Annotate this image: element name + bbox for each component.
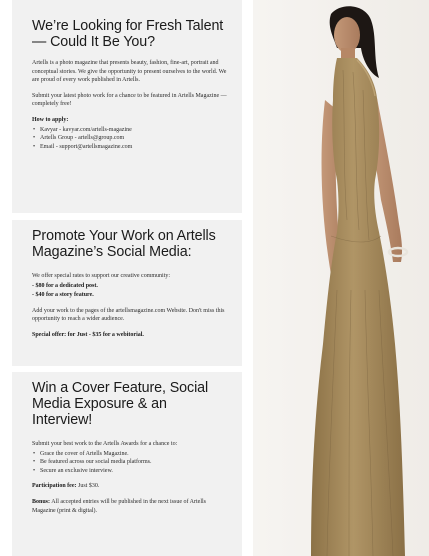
awards-heading: Win a Cover Feature, Social Media Exposure & an Interview! [32, 380, 209, 428]
rate-story-feature: - $40 for a story feature. [32, 292, 94, 299]
rate-dedicated-post: - $80 for a dedicated post. [32, 282, 98, 289]
apply-channel-group[interactable]: • Artells Group - artells@group.com [32, 134, 228, 143]
benefit-cover: • Grace the cover of Artells Magazine. [32, 450, 228, 459]
apply-channel-email[interactable]: • Email - support@artellsmagazine.com [32, 143, 228, 152]
how-to-apply-label: How to apply: [32, 116, 69, 123]
special-rates-text: We offer special rates to support our creative community: [32, 273, 171, 279]
awards-card [12, 372, 242, 556]
social-media-heading: Promote Your Work on Artells Magazine’s Social Media: [32, 228, 216, 260]
bonus-text: Bonus: All accepted entries will be published in the next issue of Artells Magazine (print & digital). [32, 498, 206, 514]
social-media-promo-card [12, 220, 242, 366]
benefit-social-media: • Be featured across our social media platforms. [32, 458, 228, 467]
awards-benefit-list [32, 450, 228, 476]
benefit-interview: • Secure an exclusive interview. [32, 467, 228, 476]
apply-channel-kavyar[interactable]: • Kavyar - kavyar.com/artells-magazine [32, 126, 228, 135]
fresh-talent-card [12, 0, 242, 213]
model-photo [253, 0, 429, 556]
magazine-intro: Artells is a photo magazine that presents beauty, fashion, fine-art, portrait and conceptual stories. We give the opportunity to present ourselves to the world. We are proud of every work published in Artells. [32, 60, 227, 84]
submit-invitation: Submit your latest photo work for a chance to be featured in Artells Magazine — completely free! [32, 92, 227, 108]
fresh-talent-heading: We’re Looking for Fresh Talent — Could It Be You? [32, 18, 224, 50]
awards-submit-text: Submit your best work to the Artells Awards for a chance to: [32, 441, 178, 447]
model-in-gown-illustration [253, 0, 429, 556]
webitorial-offer: Special offer: for Just - $35 for a webitorial. [32, 331, 144, 338]
apply-channel-list [32, 126, 228, 152]
website-text: Add your work to the pages of the artellsmagazine.com Website. Don't miss this opportunity to reach a wider audience. [32, 307, 225, 323]
participation-fee: Participation fee: Just $30. [32, 483, 100, 490]
